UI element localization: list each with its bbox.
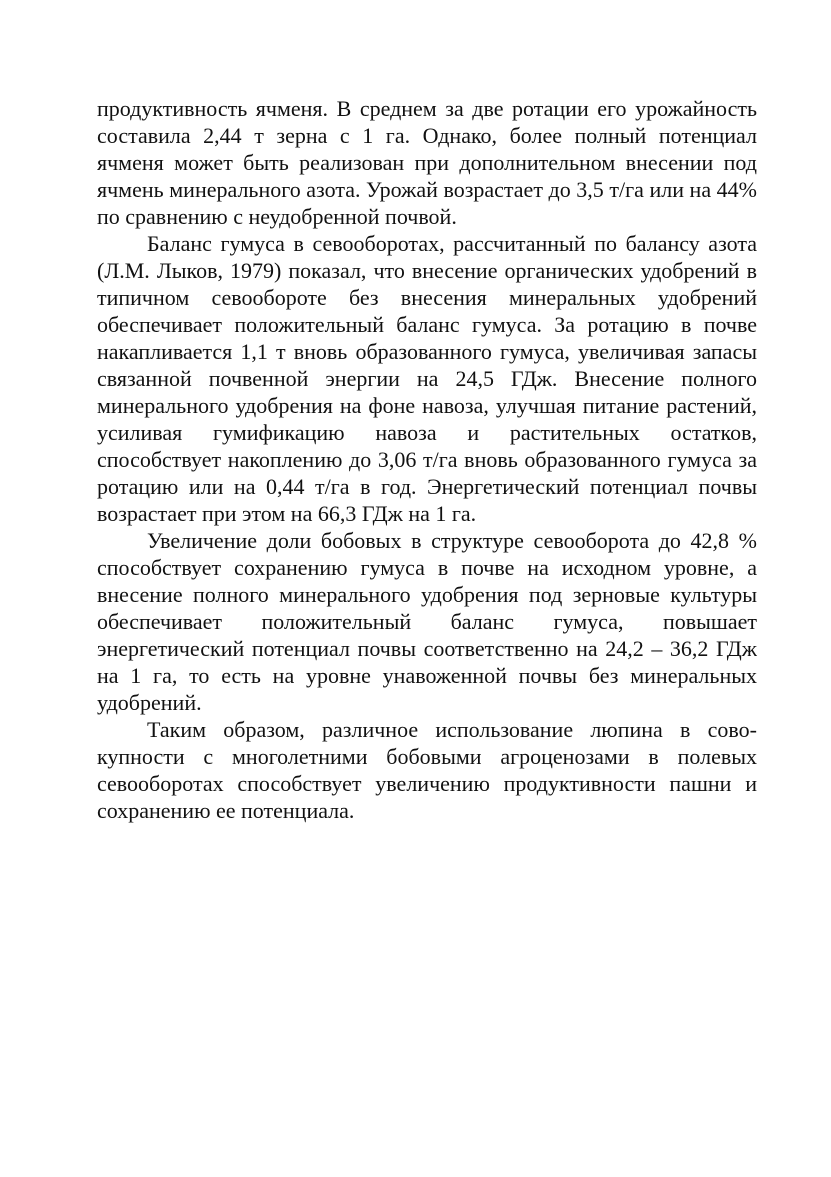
paragraph-legumes-share: Увеличение доли бобовых в структуре севооборота до 42,8 % способствует сохранению гумуса в почве на исходном уровне, а внесение полного минерального удобрения под зерновые культуры обеспечивает положительный баланс гумуса, повышает энергетический потенциал почвы соответственно на 24,2 – 36,2 ГДж на 1 га, то есть на уровне унавоженной почвы без минеральных удобрений. — [97, 528, 757, 715]
paragraph-barley-yield: продуктивность ячменя. В среднем за две ротации его урожайность составила 2,44 т зерна с 1 га. Однако, более полный потенциал ячменя может быть реализован при дополнительном внесении под ячмень минерального азота. Урожай возрастает до 3,5 т/га или на 44% по сравнению с неудобренной почвой. — [97, 96, 757, 229]
document-page — [97, 95, 757, 824]
paragraph-humus-balance: Баланс гумуса в севооборотах, рассчитанный по балансу азота (Л.М. Лыков, 1979) показал, что внесение органических удобрений в типичном севообороте без внесения минеральных удобрений обеспечивает положительный баланс гумуса. За ротацию в почве накапливается 1,1 т вновь образованного гумуса, увеличивая запасы связанной почвенной энергии на 24,5 ГДж. Внесение полного минерального удобрения на фоне навоза, улучшая питание растений, усиливая гумификацию навоза и растительных остатков, способствует накоплению до 3,06 т/га вновь образованного гумуса за ротацию или на 0,44 т/га в год. Энергетический потенциал почвы возрастает при этом на 66,3 ГДж на 1 га. — [97, 231, 757, 526]
paragraph-conclusion: Таким образом, различное использование люпина в совокупности с многолетними бобовыми агроценозами в полевых севооборотах способствует увеличению продуктивности пашни и сохранению ее потенциала. — [97, 717, 757, 823]
